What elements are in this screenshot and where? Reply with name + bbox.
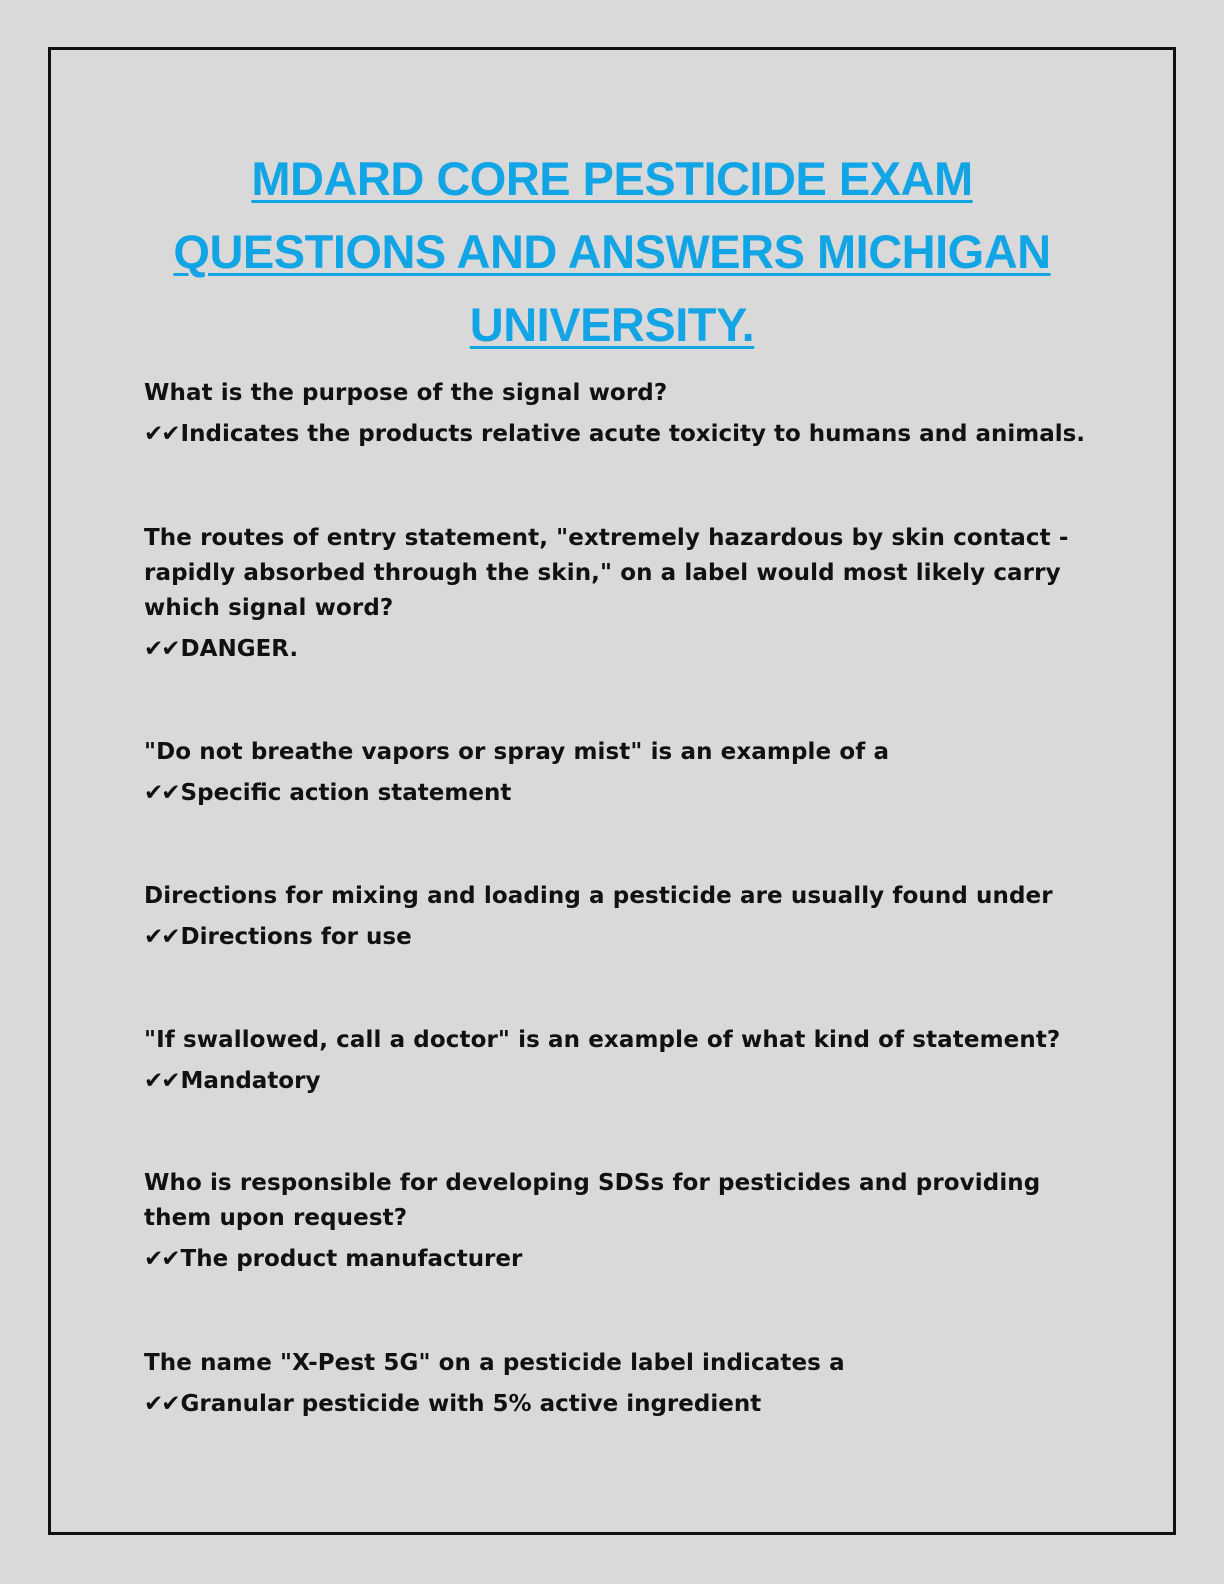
double-check-icon: ✔✔ (144, 924, 179, 950)
double-check-icon: ✔✔ (144, 1391, 179, 1417)
qa-item-6 (144, 1166, 1074, 1277)
answer-text (144, 1064, 1074, 1099)
answer-label: DANGER. (180, 636, 299, 662)
double-check-icon: ✔✔ (144, 636, 179, 662)
qa-item-3 (144, 735, 1074, 811)
question-text: The routes of entry statement, "extremely hazardous by skin contact - rapidly absorbed through the skin," on a label would most likely carry which signal word? (144, 525, 1069, 621)
answer-text (144, 920, 1074, 955)
double-check-icon: ✔✔ (144, 1068, 179, 1094)
double-check-icon: ✔✔ (144, 1246, 179, 1272)
answer-label: Mandatory (180, 1068, 321, 1094)
qa-item-5 (144, 1023, 1074, 1099)
answer-label: Specific action statement (180, 780, 512, 806)
title-line-1: MDARD CORE PESTICIDE EXAM (251, 152, 973, 205)
answer-text (144, 417, 1086, 452)
question-text: What is the purpose of the signal word? (144, 380, 668, 406)
double-check-icon: ✔✔ (144, 780, 179, 806)
question-text: "If swallowed, call a doctor" is an example of what kind of statement? (144, 1027, 1061, 1053)
answer-label: The product manufacturer (180, 1246, 523, 1272)
title-line-2: QUESTIONS AND ANSWERS MICHIGAN (173, 225, 1051, 278)
question-text: Who is responsible for developing SDSs for pesticides and providing them upon request? (144, 1170, 1041, 1231)
answer-text (144, 632, 1074, 667)
qa-item-4 (144, 879, 1074, 955)
answer-text (144, 1387, 1074, 1422)
question-text: The name "X-Pest 5G" on a pesticide label indicates a (144, 1350, 845, 1376)
title-line-3: UNIVERSITY. (469, 298, 755, 351)
answer-label: Directions for use (180, 924, 412, 950)
question-text: "Do not breathe vapors or spray mist" is an example of a (144, 739, 890, 765)
double-check-icon: ✔✔ (144, 421, 179, 447)
document-title (140, 142, 1084, 361)
answer-text (144, 776, 1074, 811)
answer-label: Indicates the products relative acute toxicity to humans and animals. (180, 421, 1086, 447)
qa-item-1 (144, 376, 1086, 452)
answer-label: Granular pesticide with 5% active ingredient (180, 1391, 762, 1417)
question-text: Directions for mixing and loading a pesticide are usually found under (144, 883, 1053, 909)
qa-item-2 (144, 521, 1074, 667)
qa-item-7 (144, 1346, 1074, 1422)
answer-text (144, 1242, 1074, 1277)
